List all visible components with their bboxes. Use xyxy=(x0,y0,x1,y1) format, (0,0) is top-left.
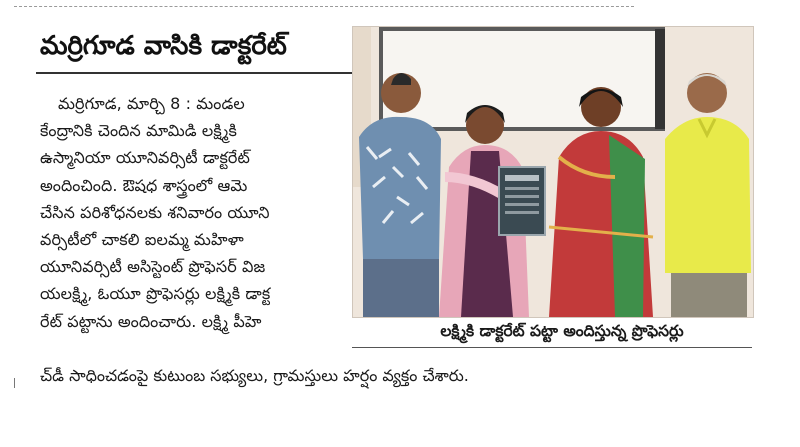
article-line: మర్రిగూడ, మార్చి 8 : మండల xyxy=(58,94,245,113)
article-body xyxy=(40,90,358,335)
article-line: చేసిన పరిశోధనలకు శనివారం యూని xyxy=(40,202,270,222)
article-line: రేట్ పట్టాను అందించారు. లక్ష్మి పీహె xyxy=(40,311,262,331)
article-line: అందించింది. ఔషధ శాస్త్రంలో ఆమె xyxy=(40,175,248,195)
article-line: ఉస్మానియా యూనివర్సిటీ డాక్టరేట్ xyxy=(40,148,250,168)
column-bracket-rule xyxy=(14,378,15,388)
photo-illustration xyxy=(353,27,753,317)
headline: మర్రిగూడ వాసికి డాక్టరేట్ xyxy=(40,31,287,61)
photo-caption: లక్ష్మికి డాక్టరేట్ పట్టా అందిస్తున్న ప్రొఫెసర్లు xyxy=(440,322,684,340)
news-photo xyxy=(352,26,754,318)
top-dashed-rule xyxy=(14,6,634,7)
headline-rule xyxy=(36,72,356,74)
article-last-line: చ్‌డీ సాధించడంపై కుటుంబ సభ్యులు, గ్రామస్తులు హర్షం వ్యక్తం చేశారు. xyxy=(40,366,469,385)
article-line: యూనివర్సిటీ అసిస్టెంట్ ప్రొఫెసర్ విజ xyxy=(40,257,266,277)
caption-rule xyxy=(352,347,752,348)
article-line: వర్సిటీలో చాకలి ఐలమ్మ మహిళా xyxy=(40,230,244,250)
article-line: యలక్ష్మి, ఓయూ ప్రొఫెసర్లు లక్ష్మికి డాక్ట xyxy=(40,284,271,304)
article-line: కేంద్రానికి చెందిన మామిడి లక్ష్మికి xyxy=(40,121,237,141)
